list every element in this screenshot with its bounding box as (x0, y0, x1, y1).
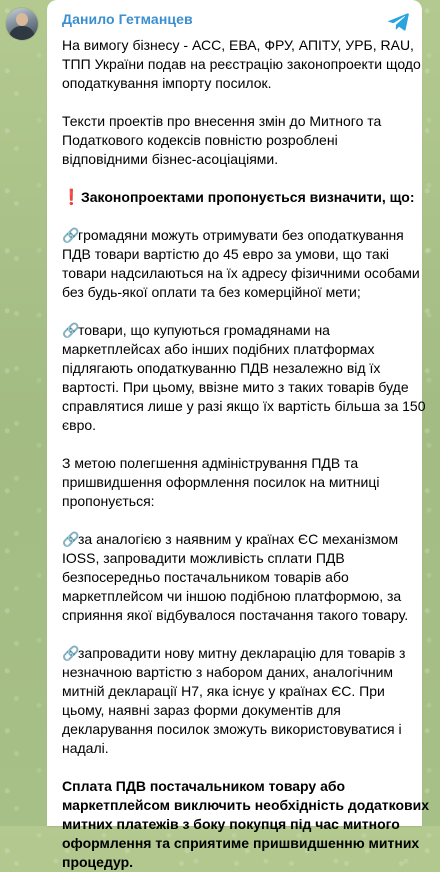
text-span: оподаткування імпорту посилок. (62, 75, 272, 91)
avatar-head (16, 13, 28, 26)
text-span: підлягають оподаткуванню ПДВ незалежно від їх (62, 360, 381, 376)
text-line (62, 245, 412, 264)
text-line (62, 340, 412, 359)
text-line (62, 264, 420, 283)
text-span: митній декларації Н7, яка існує у країнах ЄС. При (62, 683, 385, 699)
text-span: ПДВ товари вартістю до 45 евро за умови, що такі (62, 246, 389, 262)
text-line (62, 283, 412, 302)
paragraph-gap (62, 435, 412, 454)
text-span: пропонується: (62, 493, 155, 509)
text-line (62, 815, 412, 834)
text-span: товари, що купуються громадянами на (78, 322, 330, 338)
text-line (62, 492, 412, 511)
text-span: громадяни можуть отримувати без оподаткування (78, 227, 404, 243)
text-span: ТПП України подав на реєстрацію законопроекти щодо (62, 56, 421, 72)
avatar-shoulders (9, 26, 35, 40)
text-line (62, 188, 415, 207)
text-span: пришвидшення оформлення посилок на митниці (62, 474, 380, 490)
text-line (62, 682, 412, 701)
text-span: за аналогією з наявним у країнах ЄС механізмом (78, 531, 399, 547)
message-paragraph (62, 36, 421, 93)
text-span: незначною вартістю з набором даних, аналогічним (62, 664, 394, 680)
text-line (62, 644, 412, 663)
text-line (62, 549, 412, 568)
text-line (62, 454, 412, 473)
text-line (62, 74, 412, 93)
text-span: маркетплейсом виключить необхідність додаткових (62, 797, 430, 813)
text-span: євро. (62, 417, 97, 433)
text-span: вартості. При цьому, ввізне мито з таких товарів буде (62, 379, 409, 395)
text-span: Сплата ПДВ постачальником товару або (62, 778, 346, 794)
text-span: надалі. (62, 740, 109, 756)
text-line (62, 321, 412, 340)
message-bubble (47, 0, 430, 870)
sender-name[interactable]: Данило Гетманцев (62, 11, 193, 27)
text-span: цьому, наявні зараз форми документів для (62, 702, 341, 718)
link-icon: 🔗 (62, 227, 80, 243)
message-paragraph (62, 644, 412, 758)
text-span: З метою полегшення адміністрування ПДВ та (62, 455, 359, 471)
sender-avatar[interactable] (6, 8, 38, 40)
text-line (62, 701, 412, 720)
paragraph-gap (62, 625, 412, 644)
message-paragraph (62, 112, 412, 169)
message-paragraph (62, 777, 430, 872)
text-span: оформлення та сприятиме пришвидшенню митних (62, 835, 420, 851)
text-span: без будь-якої оплати та без комерційної мети; (62, 284, 361, 300)
link-icon: 🔗 (62, 322, 80, 338)
message-paragraph (62, 226, 420, 302)
exclamation-icon: ❗ (62, 189, 81, 206)
paragraph-gap (62, 511, 412, 530)
text-line (62, 131, 412, 150)
text-span: маркетплейсах або інших подібних платформах (62, 341, 375, 357)
text-span: товари надсилаються на їх адресу фізичними особами (62, 265, 420, 281)
text-span: декларування посилок зможуть використовуватися і (62, 721, 402, 737)
text-span: процедур. (62, 854, 134, 870)
text-span: запровадити нову митну декларацію для товарів з (78, 645, 406, 661)
text-line (62, 777, 412, 796)
text-span: маркетплейсом чи іншою подібною платформою, за (62, 588, 402, 604)
paragraph-gap (62, 93, 412, 112)
text-span: На вимогу бізнесу - АСС, ЕВА, ФРУ, АПІТУ, УРБ, RAU, (62, 37, 414, 53)
text-line (62, 397, 426, 416)
text-span: митних платежів з боку покупця під час митного (62, 816, 400, 832)
message-paragraph (62, 454, 412, 511)
text-line (62, 416, 412, 435)
paragraph-gap (62, 758, 412, 777)
link-icon: 🔗 (62, 645, 80, 661)
text-line (62, 473, 412, 492)
text-line (62, 359, 412, 378)
text-span: Податкового кодексів повністю розроблені (62, 132, 338, 148)
text-line (62, 720, 412, 739)
link-icon: 🔗 (62, 531, 80, 547)
message-paragraph (62, 188, 415, 207)
text-line (62, 739, 412, 758)
text-span: IOSS, запровадити можливість сплати ПДВ (62, 550, 345, 566)
message-paragraph (62, 321, 426, 435)
text-span: Законопроектами пропонується визначити, що: (81, 189, 415, 205)
text-line (62, 834, 420, 853)
text-line (62, 112, 412, 131)
message-body (62, 36, 430, 872)
text-span: справлятися лише у разі якщо їх вартість більша за 150 (62, 398, 426, 414)
message-paragraph (62, 530, 412, 625)
text-line (62, 36, 412, 55)
text-line (62, 606, 412, 625)
text-line (62, 378, 412, 397)
paragraph-gap (62, 207, 412, 226)
text-span: відповідними бізнес-асоціаціями. (62, 151, 279, 167)
telegram-plane-icon[interactable] (386, 10, 410, 34)
text-span: безпосередньо постачальником товарів або (62, 569, 349, 585)
text-line (62, 568, 412, 587)
text-line (62, 587, 412, 606)
paragraph-gap (62, 169, 412, 188)
text-line (62, 150, 412, 169)
text-line (62, 226, 412, 245)
text-span: Тексти проектів про внесення змін до Митного та (62, 113, 382, 129)
text-line (62, 55, 421, 74)
text-line (62, 530, 412, 549)
text-span: сприяння якої відбувалося постачання такого товару. (62, 607, 409, 623)
text-line (62, 663, 412, 682)
text-line (62, 853, 412, 872)
text-line (62, 796, 430, 815)
paragraph-gap (62, 302, 412, 321)
